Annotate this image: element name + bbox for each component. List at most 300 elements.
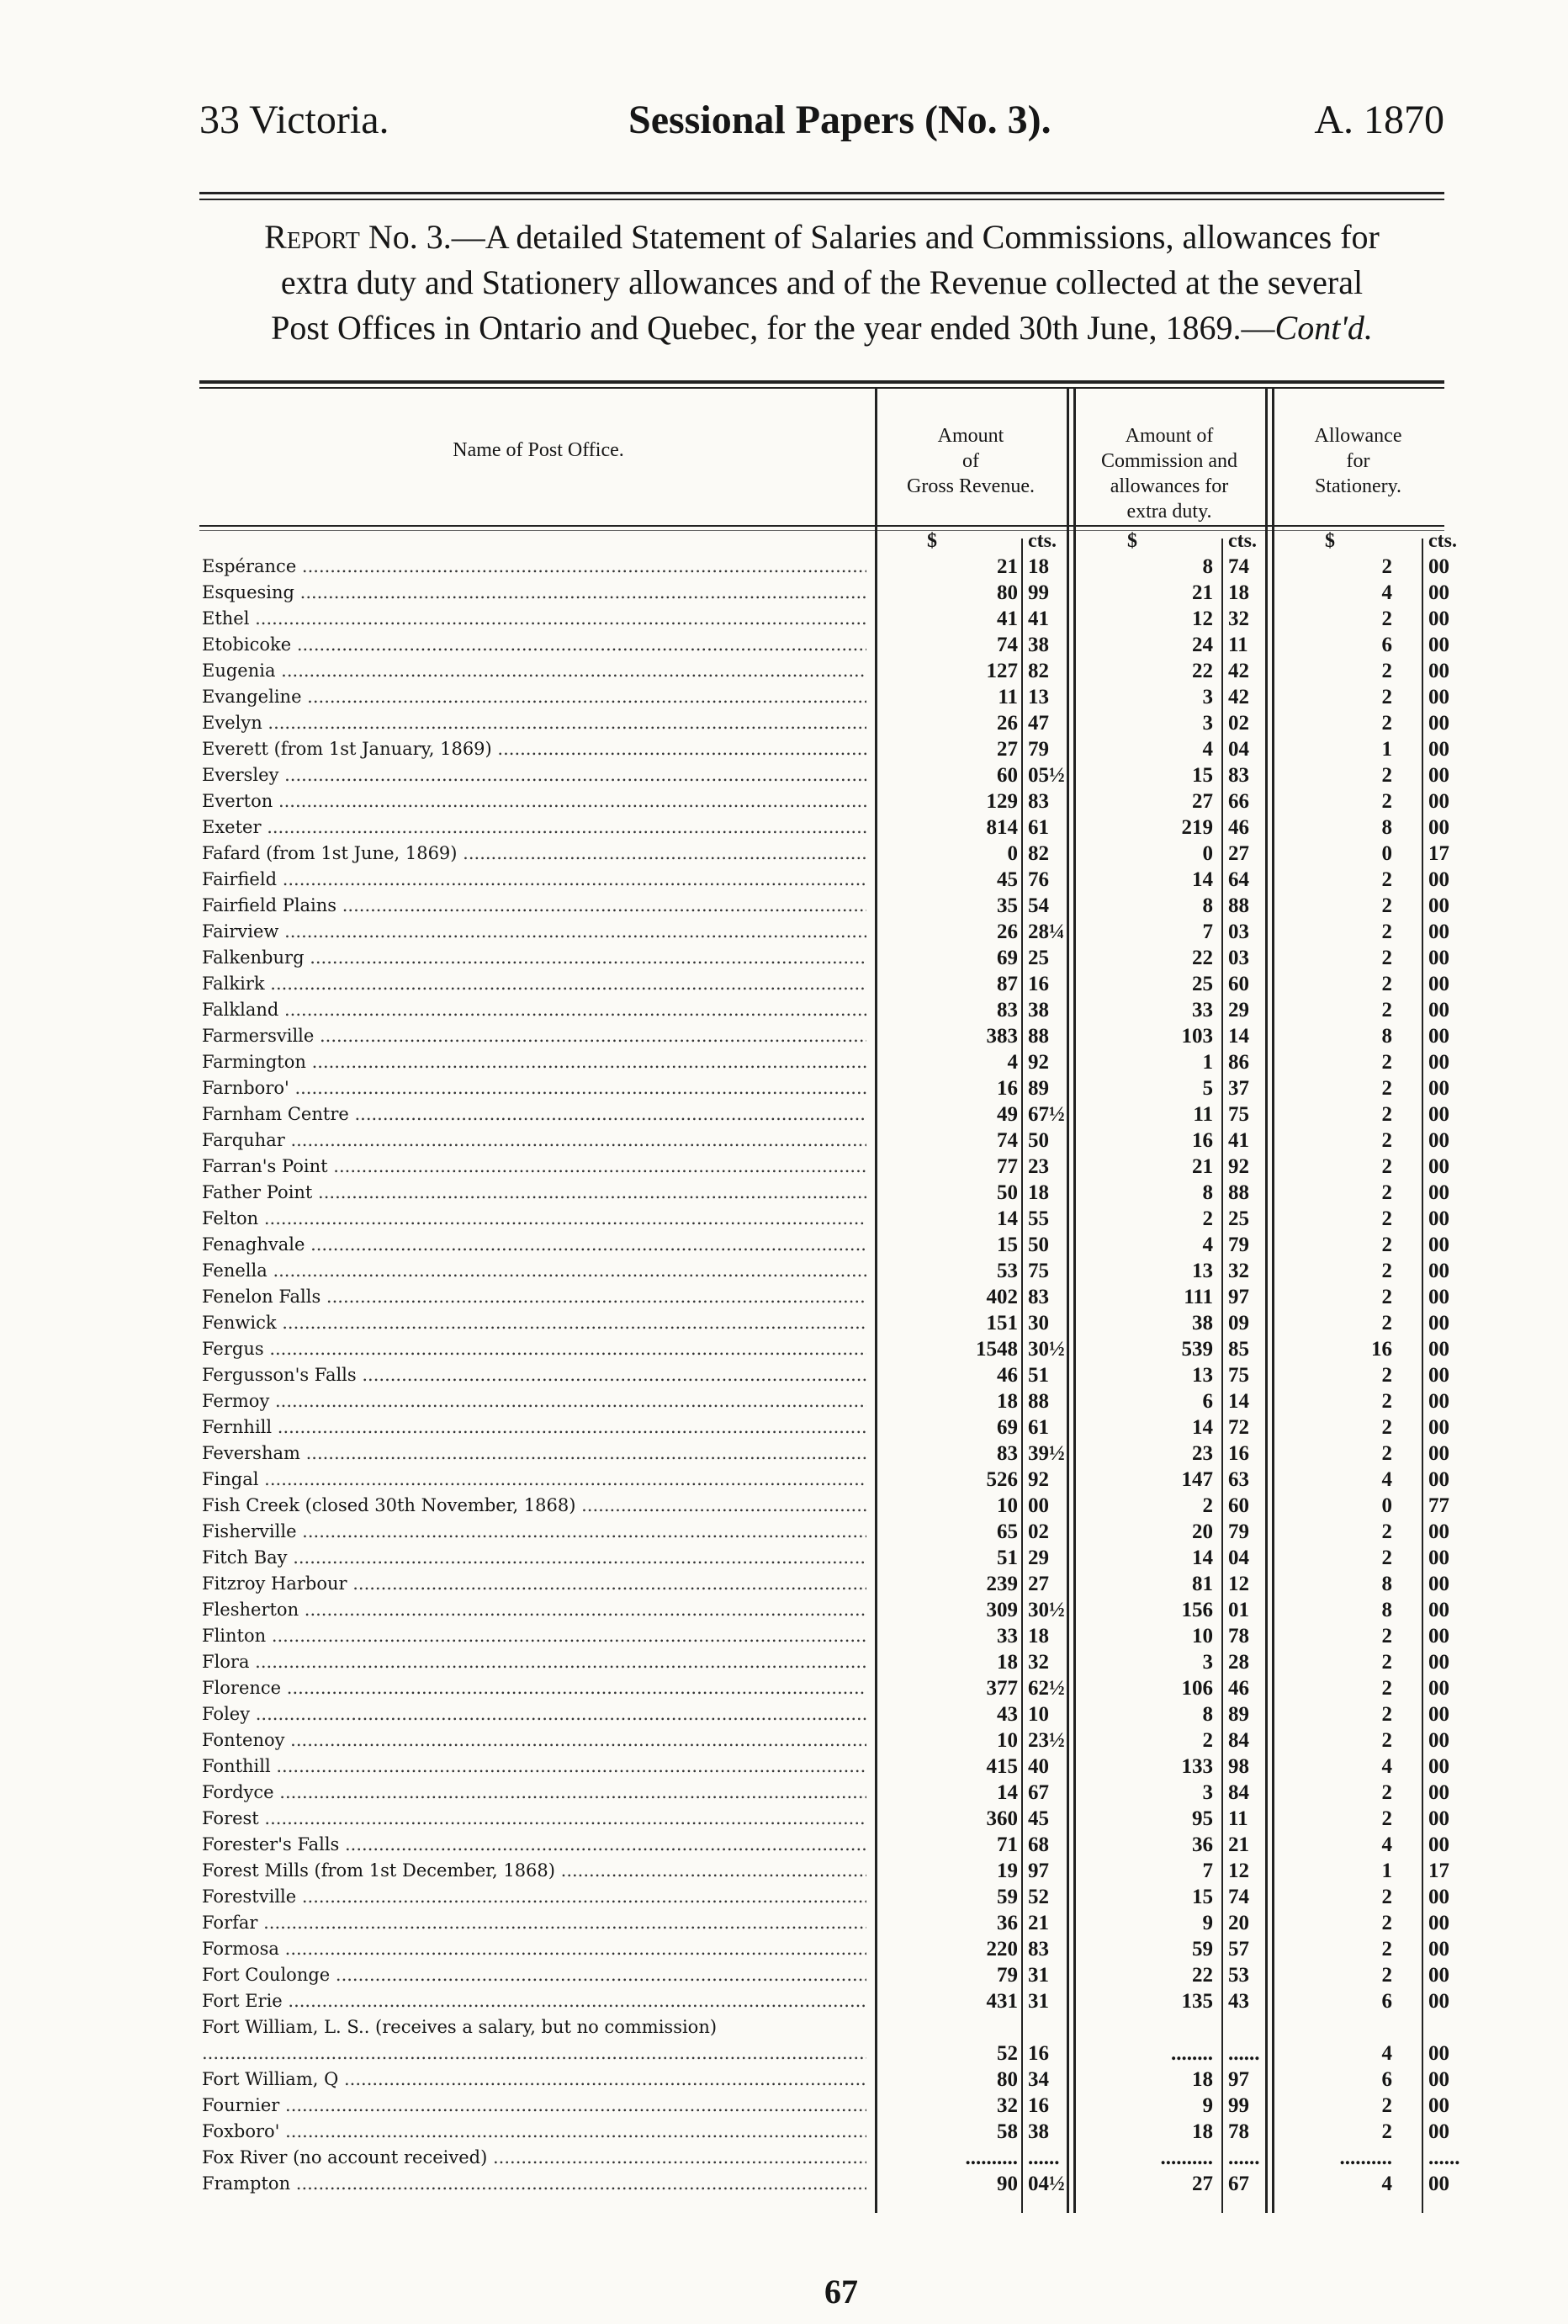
revenue-cents: 34 — [1028, 2068, 1049, 2091]
revenue-cents: 76 — [1028, 868, 1049, 891]
table-row — [202, 1832, 1447, 1858]
commission-cents: 32 — [1228, 1260, 1249, 1282]
commission-dollars: 18 — [1192, 2120, 1213, 2143]
stationery-cents: 00 — [1428, 2068, 1449, 2091]
table-row — [202, 710, 1447, 736]
header-session: 33 Victoria. — [199, 98, 389, 142]
commission-dollars: 16 — [1192, 1129, 1213, 1152]
table-row — [202, 1649, 1447, 1675]
stationery-dollars: 2 — [1381, 1729, 1392, 1752]
revenue-dollars: 83 — [997, 999, 1018, 1021]
post-office-table — [202, 554, 1460, 2197]
col-header-stationery-1: Allowance — [1314, 425, 1402, 447]
commission-dollars: 18 — [1192, 2068, 1213, 2091]
table-row — [202, 1727, 1447, 1754]
commission-dollars: 219 — [1181, 816, 1213, 839]
commission-dollars: 6 — [1202, 1390, 1213, 1413]
commission-dollars: 135 — [1181, 1990, 1213, 2013]
revenue-dollars: 80 — [997, 581, 1018, 604]
table-row — [202, 893, 1447, 919]
post-office-name: Flinton ..... — [202, 1623, 866, 1649]
revenue-cents: 05½ — [1028, 764, 1065, 787]
revenue-cents: 68 — [1028, 1833, 1049, 1856]
commission-dollars: 27 — [1192, 2173, 1213, 2195]
commission-cents: 98 — [1228, 1755, 1249, 1778]
commission-cents: 21 — [1228, 1833, 1249, 1856]
revenue-dollars: 32 — [997, 2094, 1018, 2117]
commission-dollars: 1 — [1202, 1051, 1213, 1074]
col-header-revenue — [875, 423, 1067, 499]
revenue-dollars: 1548 — [976, 1338, 1018, 1361]
commission-cents: 75 — [1228, 1103, 1249, 1126]
table-header-rule-2 — [199, 530, 1444, 531]
stationery-dollars: .......... — [1339, 2146, 1392, 2169]
revenue-dollars: 814 — [986, 816, 1018, 839]
commission-cents: 03 — [1228, 921, 1249, 943]
post-office-name: Fairfield Plains ..... — [202, 893, 866, 919]
stationery-dollars: 2 — [1381, 764, 1392, 787]
revenue-dollars: 526 — [986, 1468, 1018, 1491]
stationery-cents: 00 — [1428, 999, 1449, 1021]
table-row — [202, 580, 1447, 606]
commission-dollars: 36 — [1192, 1833, 1213, 1856]
revenue-cents: 32 — [1028, 1651, 1049, 1674]
commission-dollars: 22 — [1192, 1964, 1213, 1987]
stationery-cents: 00 — [1428, 921, 1449, 943]
stationery-cents: 00 — [1428, 1781, 1449, 1804]
commission-dollars: 14 — [1192, 868, 1213, 891]
commission-cents: 66 — [1228, 790, 1249, 813]
revenue-dollars: 27 — [997, 738, 1018, 761]
post-office-name: Fonthill ..... — [202, 1754, 866, 1780]
commission-cents: 20 — [1228, 1912, 1249, 1934]
revenue-cents: 40 — [1028, 1755, 1049, 1778]
revenue-dollars: 65 — [997, 1520, 1018, 1543]
revenue-dollars: 402 — [986, 1286, 1018, 1308]
commission-dollars: 4 — [1202, 738, 1213, 761]
revenue-cents: 92 — [1028, 1468, 1049, 1491]
table-row — [202, 1988, 1447, 2014]
report-label: Report — [264, 218, 360, 256]
stationery-dollars: 2 — [1381, 1964, 1392, 1987]
stationery-cents: 00 — [1428, 1260, 1449, 1282]
header-title: Sessional Papers (No. 3). — [628, 98, 1052, 142]
stationery-cents: 17 — [1428, 842, 1449, 865]
revenue-cents: 51 — [1028, 1364, 1049, 1387]
stationery-dollars: 2 — [1381, 1207, 1392, 1230]
revenue-cents: 30½ — [1028, 1338, 1065, 1361]
page-number: 67 — [824, 2273, 858, 2311]
stationery-cents: 00 — [1428, 1807, 1449, 1830]
stationery-cents: 00 — [1428, 1468, 1449, 1491]
stationery-dollars: 16 — [1371, 1338, 1392, 1361]
commission-dollars: 156 — [1181, 1599, 1213, 1621]
commission-cents: 11 — [1228, 1807, 1248, 1830]
table-row — [202, 762, 1447, 788]
post-office-name: Fernhill ..... — [202, 1414, 866, 1441]
revenue-dollars: 50 — [997, 1181, 1018, 1204]
post-office-name: Eugenia ..... — [202, 658, 866, 684]
table-row — [202, 841, 1447, 867]
stationery-dollars: 4 — [1381, 1755, 1392, 1778]
table-row — [202, 2145, 1460, 2171]
revenue-dollars: 52 — [997, 2042, 1018, 2065]
commission-cents: 18 — [1228, 581, 1249, 604]
commission-cents: 64 — [1228, 868, 1249, 891]
commission-dollars: 8 — [1202, 555, 1213, 578]
stationery-dollars: 2 — [1381, 1886, 1392, 1908]
post-office-name: Florence ..... — [202, 1675, 866, 1701]
col-header-stationery-2: for — [1346, 450, 1370, 472]
post-office-name: Esquesing ..... — [202, 580, 866, 606]
revenue-cents: 27 — [1028, 1573, 1049, 1595]
col-header-revenue-2: of — [962, 450, 979, 472]
revenue-cents: 99 — [1028, 581, 1049, 604]
table-row — [202, 1545, 1447, 1571]
post-office-name: Forest Mills (from 1st December, 1868) ..... — [202, 1858, 866, 1884]
post-office-name: Farnham Centre ..... — [202, 1101, 866, 1128]
revenue-cents: 61 — [1028, 816, 1049, 839]
commission-cents: 04 — [1228, 738, 1249, 761]
col-header-commission — [1073, 423, 1265, 524]
table-row — [202, 554, 1447, 580]
stationery-dollars: 2 — [1381, 868, 1392, 891]
table-row — [202, 1180, 1447, 1206]
post-office-name: Espérance ..... — [202, 554, 866, 580]
revenue-dollars: 14 — [997, 1207, 1018, 1230]
stationery-dollars: 2 — [1381, 1442, 1392, 1465]
post-office-name: Fenella ..... — [202, 1258, 866, 1284]
post-office-name: Forest ..... — [202, 1806, 866, 1832]
post-office-name: Fitzroy Harbour ..... — [202, 1571, 866, 1597]
stationery-dollars: 1 — [1381, 738, 1392, 761]
table-rule-top — [199, 380, 1444, 384]
stationery-dollars: 2 — [1381, 1155, 1392, 1178]
post-office-name: Fort William, Q ..... — [202, 2067, 866, 2093]
revenue-dollars: 74 — [997, 634, 1018, 656]
commission-dollars: 12 — [1192, 608, 1213, 630]
post-office-name: Farmington ..... — [202, 1049, 866, 1075]
stationery-dollars: 2 — [1381, 1286, 1392, 1308]
table-row — [202, 1701, 1447, 1727]
stationery-dollars: 2 — [1381, 790, 1392, 813]
revenue-dollars: 87 — [997, 973, 1018, 995]
stationery-cents: 00 — [1428, 2173, 1449, 2195]
commission-dollars: 103 — [1181, 1025, 1213, 1048]
revenue-cents: 38 — [1028, 634, 1049, 656]
revenue-cents: 50 — [1028, 1129, 1049, 1152]
commission-dollars: 7 — [1202, 1860, 1213, 1882]
revenue-cents: 82 — [1028, 660, 1049, 682]
post-office-name: Evelyn ..... — [202, 710, 866, 736]
commission-dollars: 81 — [1192, 1573, 1213, 1595]
commission-dollars: 111 — [1184, 1286, 1213, 1308]
table-row — [202, 971, 1447, 997]
title-line-1: No. 3.—A detailed Statement of Salaries and Commissions, allowances for — [368, 218, 1380, 256]
commission-cents: 92 — [1228, 1155, 1249, 1178]
commission-cents: 46 — [1228, 1677, 1249, 1700]
revenue-cents: 97 — [1028, 1860, 1049, 1882]
post-office-name: Foley ..... — [202, 1701, 866, 1727]
commission-dollars: 21 — [1192, 1155, 1213, 1178]
stationery-cents: 00 — [1428, 608, 1449, 630]
table-row — [202, 1493, 1447, 1519]
stationery-dollars: 2 — [1381, 608, 1392, 630]
revenue-dollars: 36 — [997, 1912, 1018, 1934]
stationery-cents: 00 — [1428, 973, 1449, 995]
table-row — [202, 1467, 1447, 1493]
stationery-dollars: 2 — [1381, 1807, 1392, 1830]
table-row — [202, 1675, 1447, 1701]
stationery-cents: 00 — [1428, 2042, 1449, 2065]
revenue-cents: 41 — [1028, 608, 1049, 630]
table-row — [202, 1780, 1447, 1806]
revenue-cents: 89 — [1028, 1077, 1049, 1100]
stationery-dollars: 1 — [1381, 1860, 1392, 1882]
stationery-dollars: 2 — [1381, 1651, 1392, 1674]
stationery-dollars: 2 — [1381, 1181, 1392, 1204]
post-office-name: Fish Creek (closed 30th November, 1868) ..... — [202, 1493, 866, 1519]
table-row — [202, 1075, 1447, 1101]
commission-cents: ...... — [1228, 2146, 1260, 2169]
post-office-name: Fort Coulonge ..... — [202, 1962, 866, 1988]
commission-cents: 74 — [1228, 555, 1249, 578]
post-office-name: Fontenoy ..... — [202, 1727, 866, 1754]
revenue-cents: 67½ — [1028, 1103, 1065, 1126]
commission-dollars: 13 — [1192, 1260, 1213, 1282]
title-line-3: Post Offices in Ontario and Quebec, for the year ended 30th June, 1869.— — [271, 309, 1275, 347]
stationery-cents: 00 — [1428, 1886, 1449, 1908]
stationery-dollars: 2 — [1381, 1364, 1392, 1387]
post-office-name: Formosa ..... — [202, 1936, 866, 1962]
post-office-name: Flesherton ..... — [202, 1597, 866, 1623]
table-header-rule — [199, 525, 1444, 527]
post-office-name: Feversham ..... — [202, 1441, 866, 1467]
commission-cents: 43 — [1228, 1990, 1249, 2013]
revenue-dollars: 21 — [997, 555, 1018, 578]
col-header-commission-1: Amount of — [1125, 425, 1214, 447]
com-dollar-unit: $ — [1127, 530, 1137, 552]
table-row — [202, 1571, 1447, 1597]
stationery-dollars: 2 — [1381, 947, 1392, 969]
commission-dollars: 8 — [1202, 1181, 1213, 1204]
stationery-cents: 00 — [1428, 1833, 1449, 1856]
stationery-cents: 00 — [1428, 1912, 1449, 1934]
stationery-cents: 00 — [1428, 1938, 1449, 1961]
commission-dollars: 11 — [1193, 1103, 1213, 1126]
revenue-dollars: 151 — [986, 1312, 1018, 1334]
revenue-cents: 39½ — [1028, 1442, 1065, 1465]
table-row — [202, 1597, 1447, 1623]
table-row — [202, 788, 1447, 814]
post-office-name: Fergusson's Falls ..... — [202, 1362, 866, 1388]
revenue-dollars: 58 — [997, 2120, 1018, 2143]
table-row — [202, 1754, 1447, 1780]
commission-cents: 32 — [1228, 608, 1249, 630]
revenue-cents: 83 — [1028, 1938, 1049, 1961]
commission-dollars: 9 — [1202, 1912, 1213, 1934]
revenue-cents: 45 — [1028, 1807, 1049, 1830]
table-row — [202, 1336, 1447, 1362]
post-office-name: Fenaghvale ..... — [202, 1232, 866, 1258]
revenue-dollars: 360 — [986, 1807, 1018, 1830]
revenue-cents: 31 — [1028, 1990, 1049, 2013]
commission-dollars: 539 — [1181, 1338, 1213, 1361]
stationery-cents: 00 — [1428, 1207, 1449, 1230]
revenue-dollars: 26 — [997, 921, 1018, 943]
commission-dollars: 3 — [1202, 1651, 1213, 1674]
stationery-dollars: 2 — [1381, 999, 1392, 1021]
post-office-name: Fisherville ..... — [202, 1519, 866, 1545]
stationery-cents: 00 — [1428, 1703, 1449, 1726]
stationery-cents: 00 — [1428, 1547, 1449, 1569]
revenue-cents: 88 — [1028, 1390, 1049, 1413]
table-row — [202, 1441, 1447, 1467]
revenue-dollars: 26 — [997, 712, 1018, 735]
commission-cents: 60 — [1228, 973, 1249, 995]
table-rule-top-2 — [199, 387, 1444, 389]
revenue-dollars: 15 — [997, 1234, 1018, 1256]
commission-cents: 85 — [1228, 1338, 1249, 1361]
revenue-dollars: 220 — [986, 1938, 1018, 1961]
stationery-cents: 00 — [1428, 1312, 1449, 1334]
stationery-cents: 00 — [1428, 634, 1449, 656]
stationery-dollars: 2 — [1381, 1703, 1392, 1726]
stationery-dollars: 8 — [1381, 1025, 1392, 1048]
col-header-commission-2: Commission and — [1100, 450, 1237, 472]
commission-cents: 02 — [1228, 712, 1249, 735]
stationery-cents: 00 — [1428, 1651, 1449, 1674]
sta-cents-unit: cts. — [1428, 530, 1457, 552]
revenue-cents: 79 — [1028, 738, 1049, 761]
revenue-dollars: 77 — [997, 1155, 1018, 1178]
revenue-dollars: 69 — [997, 1416, 1018, 1439]
table-row — [202, 1206, 1447, 1232]
stationery-cents: 00 — [1428, 790, 1449, 813]
commission-dollars: 147 — [1181, 1468, 1213, 1491]
table-row — [202, 945, 1447, 971]
stationery-cents: 00 — [1428, 1599, 1449, 1621]
commission-cents: 78 — [1228, 2120, 1249, 2143]
revenue-dollars: 14 — [997, 1781, 1018, 1804]
revenue-dollars: 43 — [997, 1703, 1018, 1726]
table-row — [202, 997, 1447, 1023]
commission-dollars: 22 — [1192, 660, 1213, 682]
stationery-cents: 00 — [1428, 1338, 1449, 1361]
commission-dollars: 10 — [1192, 1625, 1213, 1647]
revenue-dollars: 239 — [986, 1573, 1018, 1595]
header-year: A. 1870 — [1314, 98, 1444, 142]
revenue-cents: 38 — [1028, 2120, 1049, 2143]
revenue-dollars: 4 — [1007, 1051, 1018, 1074]
table-row — [202, 1362, 1447, 1388]
revenue-cents: 30½ — [1028, 1599, 1065, 1621]
commission-dollars: 2 — [1202, 1494, 1213, 1517]
commission-cents: 84 — [1228, 1781, 1249, 1804]
stationery-cents: 00 — [1428, 1990, 1449, 2013]
commission-dollars: 3 — [1202, 686, 1213, 708]
commission-cents: 25 — [1228, 1207, 1249, 1230]
commission-cents: 42 — [1228, 660, 1249, 682]
revenue-cents: 18 — [1028, 1181, 1049, 1204]
revenue-cents: 16 — [1028, 973, 1049, 995]
post-office-name: Fafard (from 1st June, 1869) ..... — [202, 841, 866, 867]
revenue-cents: 28¼ — [1028, 921, 1065, 943]
revenue-dollars: 10 — [997, 1494, 1018, 1517]
post-office-name: Fergus ..... — [202, 1336, 866, 1362]
stationery-cents: 00 — [1428, 1755, 1449, 1778]
commission-dollars: 21 — [1192, 581, 1213, 604]
sta-dollar-unit: $ — [1325, 530, 1335, 552]
stationery-cents: 00 — [1428, 1729, 1449, 1752]
table-row — [202, 919, 1447, 945]
revenue-cents: 00 — [1028, 1494, 1049, 1517]
revenue-dollars: 59 — [997, 1886, 1018, 1908]
post-office-name: Falkland ..... — [202, 997, 866, 1023]
title-contd: Cont'd. — [1274, 309, 1373, 347]
commission-cents: 42 — [1228, 686, 1249, 708]
revenue-cents: 50 — [1028, 1234, 1049, 1256]
commission-dollars: 0 — [1202, 842, 1213, 865]
post-office-name: Foxboro' ..... — [202, 2119, 866, 2145]
post-office-name: Evangeline ..... — [202, 684, 866, 710]
table-row — [202, 1284, 1447, 1310]
post-office-name: Fordyce ..... — [202, 1780, 866, 1806]
revenue-cents: 92 — [1028, 1051, 1049, 1074]
revenue-dollars: 69 — [997, 947, 1018, 969]
stationery-cents: 00 — [1428, 1181, 1449, 1204]
revenue-dollars: 79 — [997, 1964, 1018, 1987]
commission-dollars: 9 — [1202, 2094, 1213, 2117]
revenue-cents: 23½ — [1028, 1729, 1065, 1752]
commission-cents: 63 — [1228, 1468, 1249, 1491]
stationery-cents: 00 — [1428, 660, 1449, 682]
revenue-dollars: 74 — [997, 1129, 1018, 1152]
commission-cents: 37 — [1228, 1077, 1249, 1100]
commission-cents: 89 — [1228, 1703, 1249, 1726]
commission-dollars: 133 — [1181, 1755, 1213, 1778]
stationery-dollars: 2 — [1381, 1051, 1392, 1074]
revenue-cents: 88 — [1028, 1025, 1049, 1048]
commission-cents: 12 — [1228, 1573, 1249, 1595]
commission-dollars: 23 — [1192, 1442, 1213, 1465]
post-office-name: Farran's Point ..... — [202, 1154, 866, 1180]
stationery-cents: 00 — [1428, 581, 1449, 604]
stationery-dollars: 2 — [1381, 2094, 1392, 2117]
table-row — [202, 814, 1447, 841]
stationery-cents: 00 — [1428, 1520, 1449, 1543]
report-title — [199, 215, 1444, 351]
stationery-cents: 00 — [1428, 1364, 1449, 1387]
commission-cents: 03 — [1228, 947, 1249, 969]
commission-cents: 16 — [1228, 1442, 1249, 1465]
commission-dollars: 3 — [1202, 1781, 1213, 1804]
col-header-commission-4: extra duty. — [1126, 501, 1212, 523]
commission-cents: 79 — [1228, 1520, 1249, 1543]
revenue-dollars: 377 — [986, 1677, 1018, 1700]
col-header-stationery-3: Stationery. — [1314, 475, 1402, 497]
revenue-cents: 31 — [1028, 1964, 1049, 1987]
commission-dollars: 33 — [1192, 999, 1213, 1021]
col-header-name-text: Name of Post Office. — [453, 439, 624, 461]
stationery-dollars: 8 — [1381, 816, 1392, 839]
commission-cents: 86 — [1228, 1051, 1249, 1074]
post-office-name: Fournier ..... — [202, 2093, 866, 2119]
stationery-cents: 00 — [1428, 1442, 1449, 1465]
stationery-cents: 00 — [1428, 1964, 1449, 1987]
revenue-cents: 47 — [1028, 712, 1049, 735]
stationery-dollars: 2 — [1381, 686, 1392, 708]
